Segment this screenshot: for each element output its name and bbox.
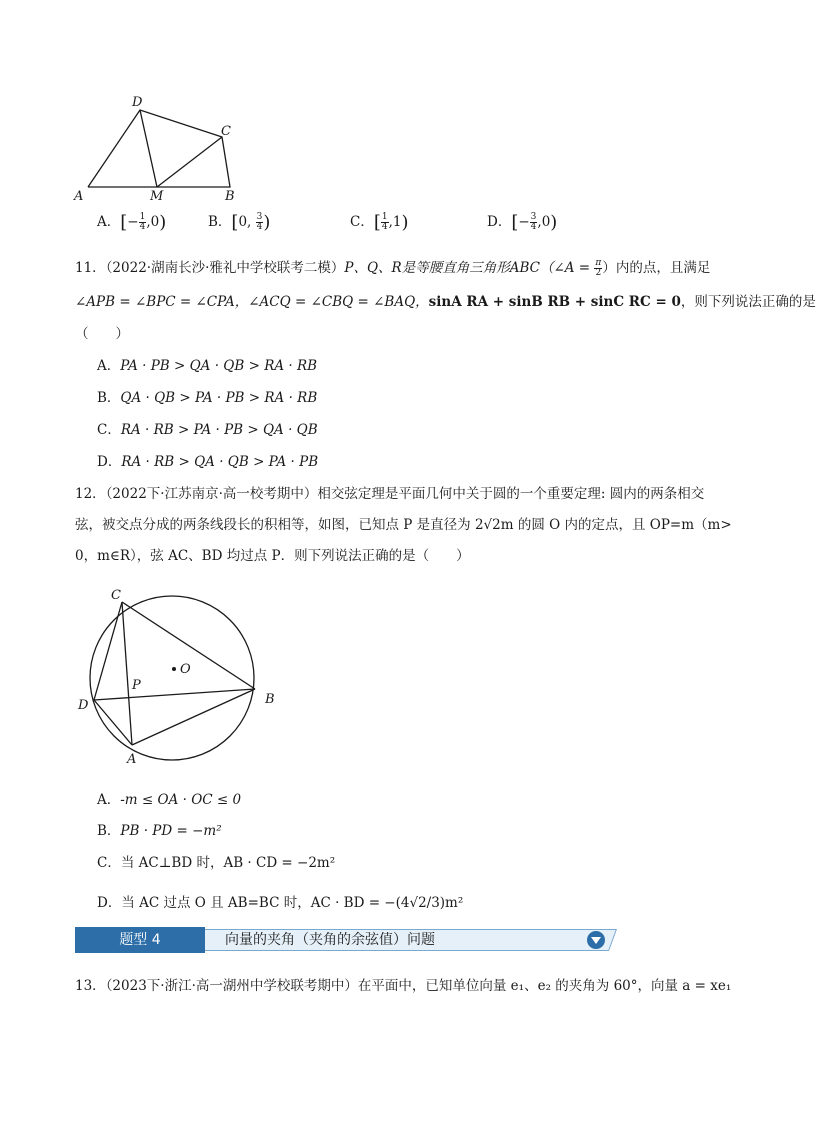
q12-option-b[interactable]: B．PB · PD = −m²: [97, 823, 222, 839]
q11-option-c[interactable]: C．RA · RB > PA · PB > QA · QB: [97, 422, 318, 438]
segment-CD: [94, 602, 122, 700]
q11-option-a[interactable]: A．PA · PB > QA · QB > RA · RB: [97, 358, 318, 374]
q11-line1: 11．（2022·湖南长沙·雅礼中学校联考二模）P、Q、R是等腰直角三角形ABC（∠A = $\frac{\pi}{2}$ ）内的点，且满足: [75, 258, 711, 278]
q12-number: 12．: [75, 486, 106, 502]
q11-option-d[interactable]: D．RA · RB > QA · QB > PA · PB: [97, 454, 319, 470]
label-D: D: [78, 698, 89, 713]
quadrilateral-figure: [60, 90, 260, 205]
label-M: M: [150, 189, 164, 204]
q11-number: 11．: [75, 260, 106, 276]
segment-AB: [132, 689, 255, 745]
segment-DM: [140, 110, 157, 187]
segment-DA: [94, 700, 132, 745]
q11-line2: ∠APB = ∠BPC = ∠CPA，∠ACQ = ∠CBQ = ∠BAQ，sinA RA + sinB RB + sinC RC = 0，则下列说法正确的是: [75, 294, 816, 310]
chord-CA: [122, 602, 132, 745]
chord-DB: [94, 689, 255, 700]
label-D: D: [132, 95, 143, 110]
q12-option-c[interactable]: C．当 AC⊥BD 时，AB · CD = −2m²: [97, 855, 336, 871]
label-A: A: [127, 752, 137, 767]
q12-option-d[interactable]: D．当 AC 过点 O 且 AB=BC 时，AC · BD = −(4√2/3)m²: [97, 895, 464, 911]
quad-outline: [88, 110, 230, 187]
q12-line3: 0，m∈R），弦 AC、BD 均过点 P．则下列说法正确的是（ ）: [75, 548, 470, 564]
banner-title: 向量的夹角（夹角的余弦值）问题: [225, 932, 435, 948]
label-O: O: [180, 662, 191, 677]
q12-line1: 12．（2022下·江苏南京·高一校考期中）相交弦定理是平面几何中关于圆的一个重要定理: 圆内的两条相交: [75, 486, 705, 502]
q10-option-c[interactable]: C．[ $\frac{1}{4}$ ,1): [350, 212, 409, 233]
section-banner: [75, 927, 615, 953]
q10-option-a[interactable]: A．[− $\frac{1}{4}$ ,0): [97, 212, 167, 233]
q13-source: （2023下·浙江·高一湖州中学校联考期中）: [105, 978, 358, 994]
chevron-down-icon[interactable]: [587, 931, 605, 949]
label-C: C: [111, 588, 121, 603]
q12-line2: 弦，被交点分成的两条线段长的积相等，如图，已知点 P 是直径为 2√2m 的圆 O 内的定点，且 OP=m（m>: [75, 517, 732, 533]
q12-source: （2022下·江苏南京·高一校考期中）: [105, 486, 318, 502]
label-A: A: [74, 189, 84, 204]
circle-figure: [75, 585, 285, 770]
label-C: C: [221, 124, 231, 139]
label-P: P: [132, 678, 141, 693]
banner-label: 题型 4: [75, 927, 205, 953]
q13-line1: 13．（2023下·浙江·高一湖州中学校联考期中）在平面中，已知单位向量 e₁、e₂ 的夹角为 60°，向量 a = xe₁: [75, 978, 732, 994]
q10-option-b[interactable]: B．[0, $\frac{3}{4}$ ): [208, 212, 271, 233]
label-B: B: [225, 189, 235, 204]
circle-O: [90, 596, 254, 760]
q11-source: （2022·湖南长沙·雅礼中学校联考二模）: [105, 260, 345, 276]
q13-number: 13．: [75, 978, 106, 994]
center-dot: [172, 667, 176, 671]
label-B: B: [265, 692, 275, 707]
q11-option-b[interactable]: B．QA · QB > PA · PB > RA · RB: [97, 390, 318, 406]
segment-MC: [157, 137, 222, 187]
q12-option-a[interactable]: A．-m ≤ OA · OC ≤ 0: [97, 792, 242, 808]
q11-blank: （ ）: [75, 326, 129, 342]
q10-option-d[interactable]: D．[− $\frac{3}{4}$ ,0): [487, 212, 558, 233]
